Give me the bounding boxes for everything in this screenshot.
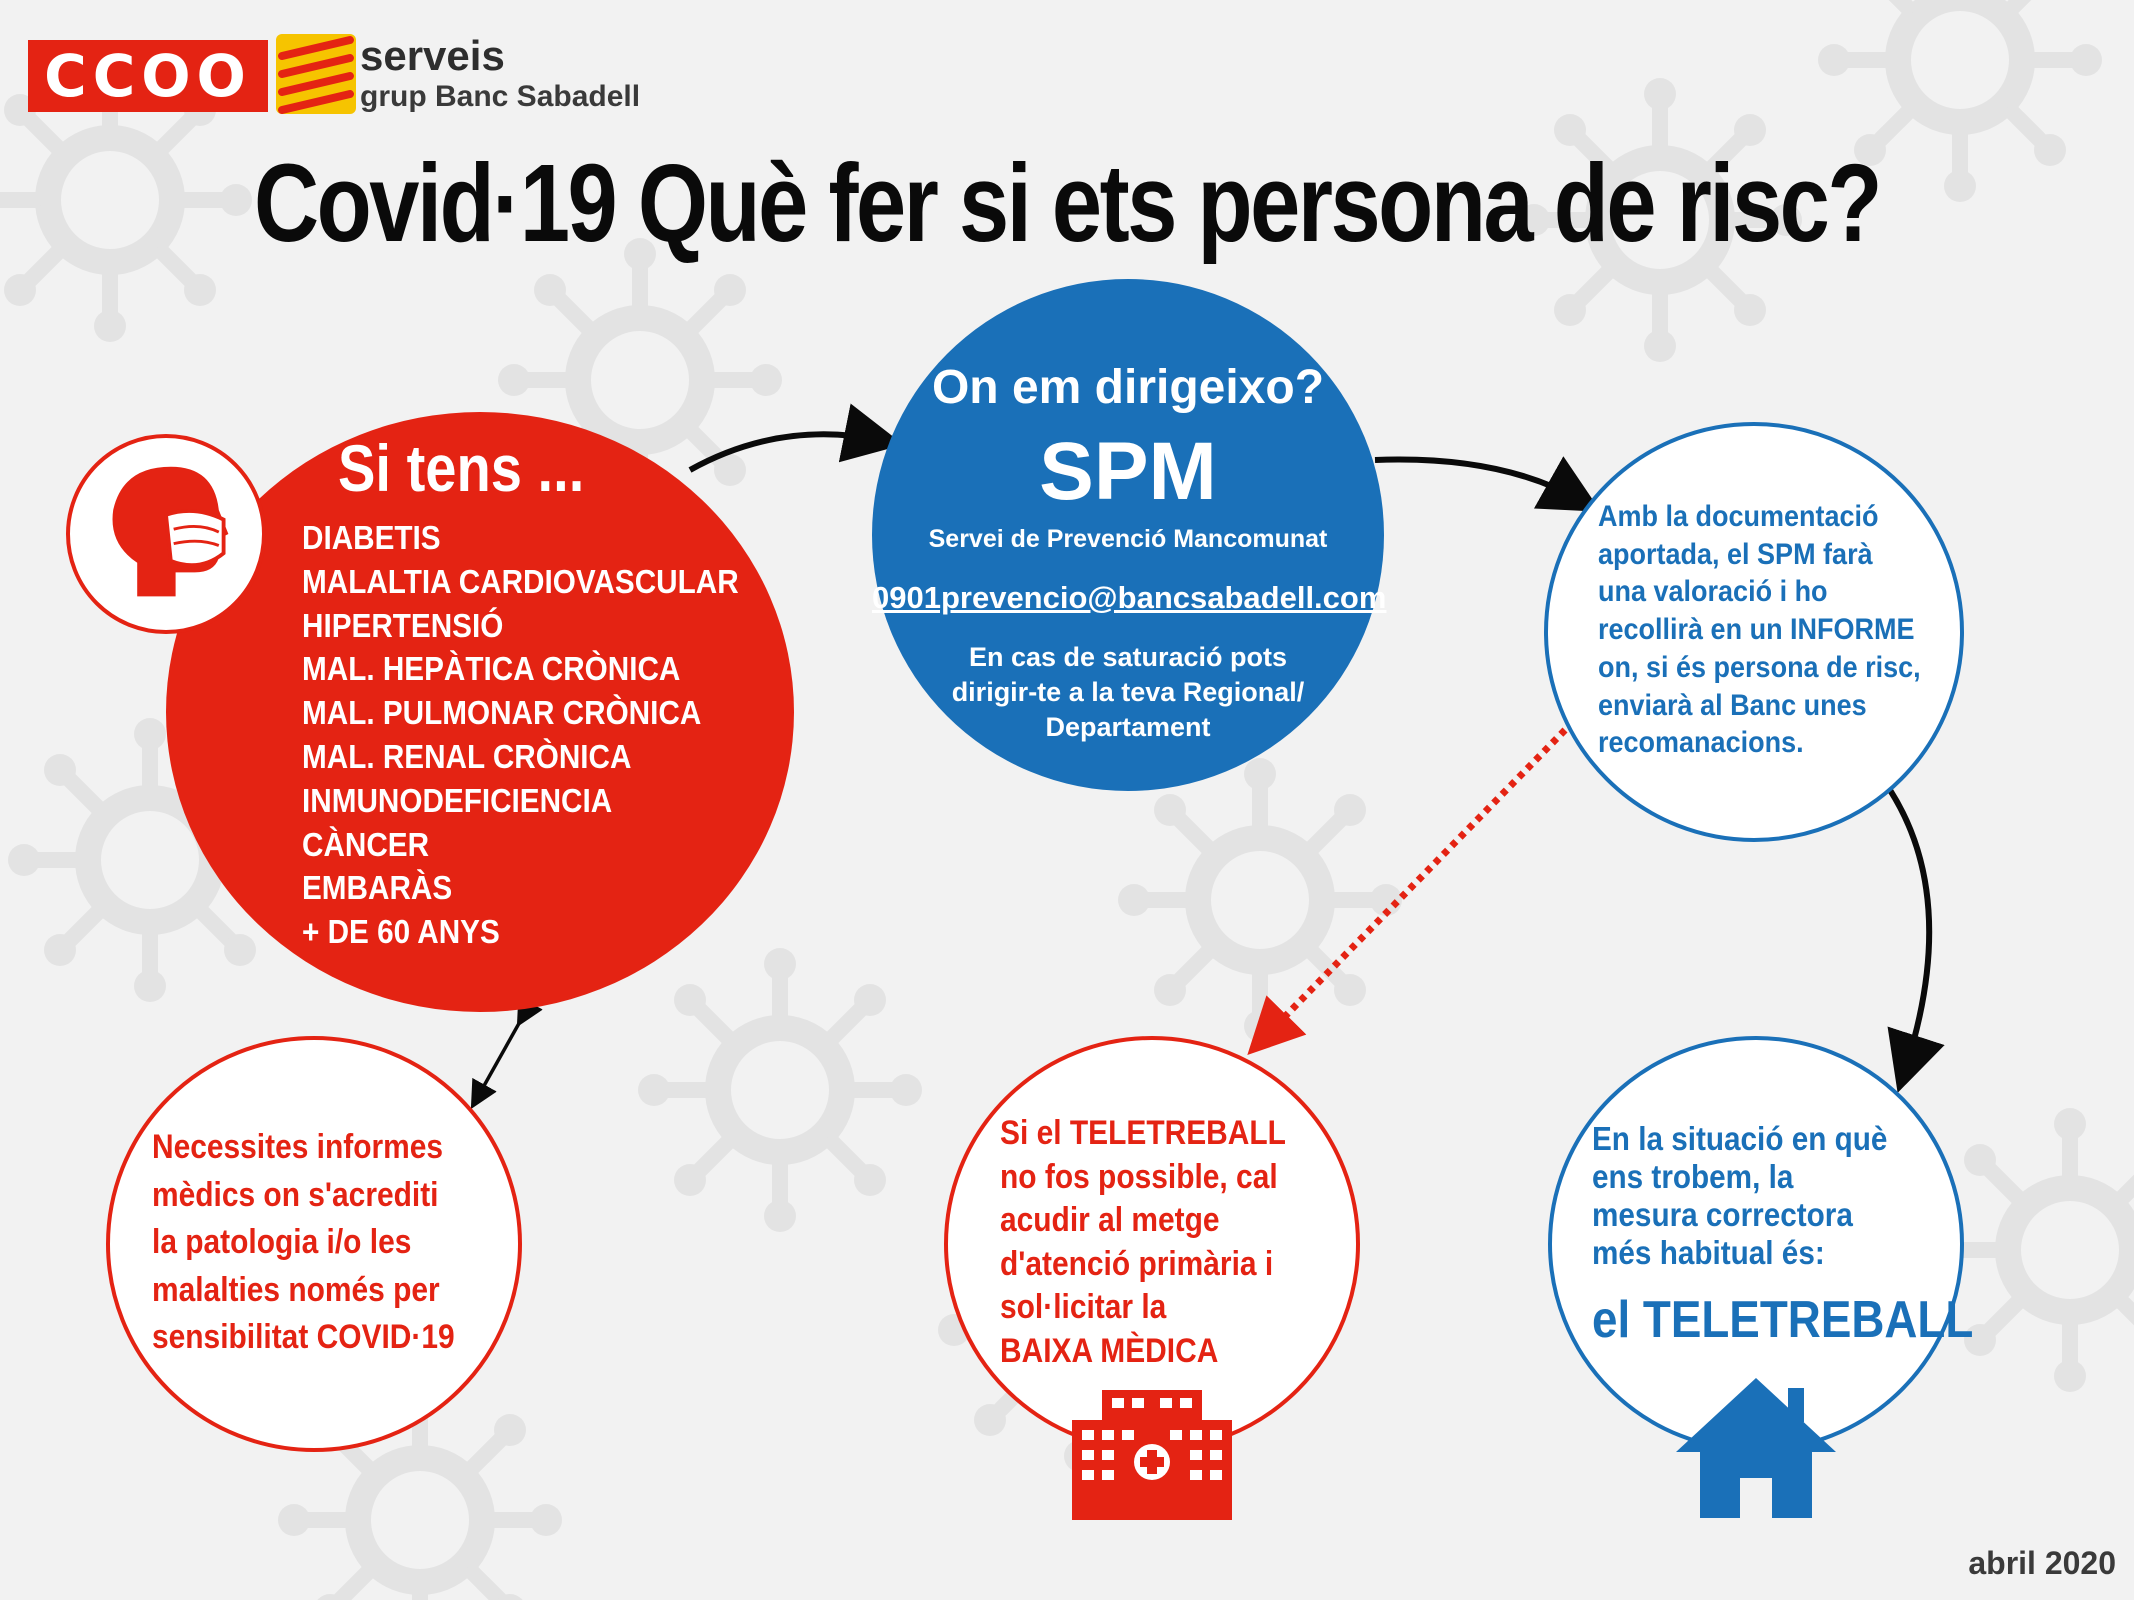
condition-item: MALALTIA CARDIOVASCULAR (302, 562, 739, 600)
sick-leave-line: d'atenció primària i (1000, 1244, 1274, 1283)
reports-line: la patologia i/o les (152, 1223, 412, 1261)
assessment-line: on, si és persona de risc, (1598, 650, 1921, 684)
house-icon (1676, 1374, 1836, 1518)
conditions-list (302, 516, 739, 954)
reports-line: malalties només per (152, 1270, 440, 1309)
arrow-risk-to-spm (690, 434, 880, 470)
spm-question: On em dirigeixo? (931, 361, 1325, 414)
reports-text (152, 1124, 455, 1362)
condition-item: INMUNODEFICIENCIA (302, 781, 613, 819)
assessment-line: aportada, el SPM farà (1598, 537, 1873, 571)
assessment-line: enviarà al Banc unes (1598, 688, 1867, 722)
spm-acronym: SPM (1039, 426, 1217, 517)
spm-email-link[interactable]: 0901prevencio@bancsabadell.com (872, 580, 1387, 615)
sick-leave-line: sol·licitar la (1000, 1288, 1167, 1326)
telework-line: mesura correctora (1592, 1196, 1853, 1233)
condition-item: EMBARÀS (302, 869, 453, 907)
mask-head-badge (66, 434, 266, 634)
date-label: abril 2020 (1968, 1545, 2116, 1581)
mask-head-icon (70, 438, 262, 630)
condition-item: + DE 60 ANYS (302, 913, 500, 951)
condition-item: MAL. PULMONAR CRÒNICA (302, 694, 702, 732)
assessment-line: recomanacions. (1598, 726, 1804, 760)
sick-leave-line: BAIXA MÈDICA (1000, 1331, 1219, 1370)
saturation-note: En cas de saturació pots dirigir-te a la teva Regional/ Departament (951, 642, 1305, 742)
assessment-line: recollirà en un INFORME (1598, 613, 1915, 647)
telework-line: ens trobem, la (1592, 1158, 1794, 1195)
condition-item: DIABETIS (302, 519, 441, 556)
reports-line: mèdics on s'acrediti (152, 1175, 439, 1214)
reports-line: Necessites informes (152, 1128, 444, 1166)
condition-item: CÀNCER (302, 825, 430, 863)
arrow-risk-to-reports (476, 1018, 522, 1100)
brand-subname: grup Banc Sabadell (360, 80, 641, 113)
sick-leave-line: Si el TELETREBALL (1000, 1114, 1286, 1152)
logo-text: CCOO (44, 42, 252, 110)
telework-line: En la situació en què (1592, 1120, 1888, 1157)
sick-leave-line: acudir al metge (1000, 1201, 1220, 1239)
condition-item: HIPERTENSIÓ (302, 606, 504, 644)
risk-heading: Si tens ... (338, 431, 585, 505)
condition-item: MAL. RENAL CRÒNICA (302, 737, 632, 775)
arrow-assessment-to-telework (1890, 790, 1929, 1070)
sick-leave-line: no fos possible, cal (1000, 1157, 1278, 1196)
brand-name: serveis (360, 32, 505, 79)
hospital-icon (1072, 1390, 1232, 1520)
condition-item: MAL. HEPÀTICA CRÒNICA (302, 650, 681, 688)
arrow-spm-to-assessment (1375, 460, 1580, 501)
telework-line: més habitual és: (1592, 1234, 1825, 1271)
telework-text (1592, 1120, 1887, 1272)
sick-leave-text (1000, 1112, 1286, 1373)
spm-full-name: Servei de Prevenció Mancomunat (928, 525, 1328, 553)
assessment-text (1598, 498, 1921, 762)
telework-highlight: el TELETREBALL (1592, 1291, 1974, 1349)
page-title: Covid·19 Què fer si ets persona de risc? (253, 142, 1881, 265)
assessment-line: una valoració i ho (1598, 575, 1828, 609)
assessment-line: Amb la documentació (1598, 500, 1879, 533)
reports-line: sensibilitat COVID·19 (152, 1318, 455, 1356)
arrow-assessment-to-sick-leave (1262, 730, 1565, 1040)
